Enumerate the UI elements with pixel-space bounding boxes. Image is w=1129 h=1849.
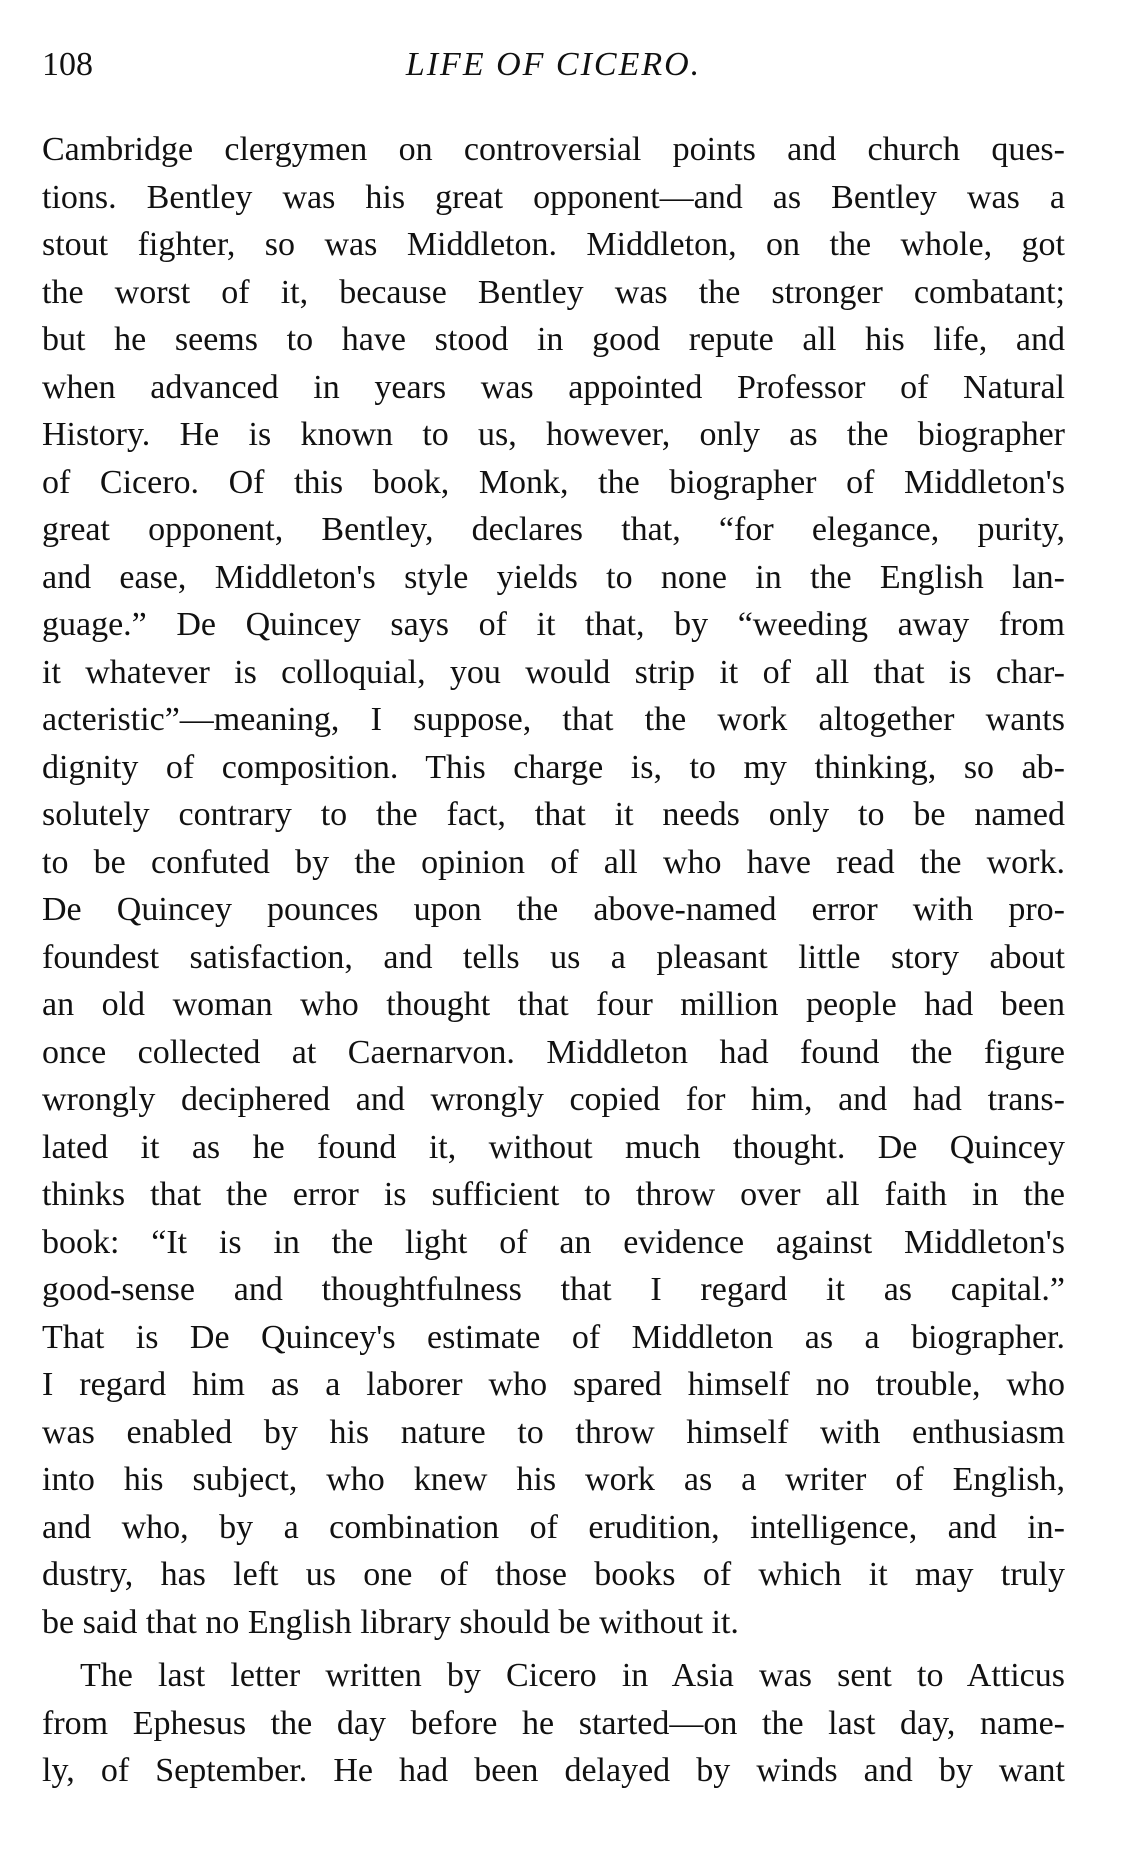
text-line: I regard him as a laborer who spared himself no trouble, who: [42, 1366, 1065, 1403]
text-line: once collected at Caernarvon. Middleton had found the figure: [42, 1033, 1065, 1071]
text-line: dignity of composition. This charge is, to my thinking, so ab-: [42, 748, 1065, 786]
text-line: The last letter written by Cicero in Asia was sent to Atticus: [80, 1657, 1065, 1694]
text-line: from Ephesus the day before he started—on the last day, name-: [42, 1704, 1065, 1742]
text-line: thinks that the error is sufficient to throw over all faith in the: [42, 1176, 1065, 1213]
text-line: and ease, Middleton's style yields to none in the English lan-: [42, 558, 1065, 596]
text-line: Cambridge clergymen on controversial points and church ques-: [42, 131, 1065, 168]
paragraph: [42, 126, 1065, 1646]
text-line: but he seems to have stood in good repute all his life, and: [42, 321, 1065, 358]
text-line: dustry, has left us one of those books of which it may truly: [42, 1556, 1065, 1593]
text-line: That is De Quincey's estimate of Middleton as a biographer.: [42, 1318, 1065, 1356]
text-line: book: “It is in the light of an evidence against Middleton's: [42, 1223, 1065, 1261]
paragraph: [42, 1652, 1065, 1795]
text-line: be said that no English library should be without it.: [42, 1603, 739, 1641]
text-line: of Cicero. Of this book, Monk, the biographer of Middleton's: [42, 463, 1065, 501]
running-head: [42, 40, 1065, 90]
text-line: good-sense and thoughtfulness that I regard it as capital.”: [42, 1271, 1065, 1308]
page-number: 108: [42, 46, 93, 83]
text-line: De Quincey pounces upon the above-named error with pro-: [42, 891, 1065, 928]
running-title: LIFE OF CICERO.: [405, 46, 702, 83]
text-line: foundest satisfaction, and tells us a pleasant little story about: [42, 938, 1065, 976]
text-line: to be confuted by the opinion of all who have read the work.: [42, 843, 1065, 881]
text-line: the worst of it, because Bentley was the stronger combatant;: [42, 273, 1065, 311]
text-line: wrongly deciphered and wrongly copied for him, and had trans-: [42, 1081, 1065, 1118]
text-line: History. He is known to us, however, only as the biographer: [42, 416, 1065, 453]
text-line: solutely contrary to the fact, that it needs only to be named: [42, 796, 1065, 833]
text-line: ly, of September. He had been delayed by winds and by want: [42, 1752, 1065, 1789]
text-line: acteristic”—meaning, I suppose, that the work altogether wants: [42, 701, 1065, 738]
text-line: it whatever is colloquial, you would strip it of all that is char-: [42, 653, 1065, 691]
body-text: [42, 126, 1065, 1795]
book-page: [42, 40, 1065, 1795]
text-line: and who, by a combination of erudition, intelligence, and in-: [42, 1508, 1065, 1546]
text-line: tions. Bentley was his great opponent—and as Bentley was a: [42, 178, 1065, 216]
text-line: was enabled by his nature to throw himself with enthusiasm: [42, 1413, 1065, 1451]
text-line: stout fighter, so was Middleton. Middleton, on the whole, got: [42, 226, 1065, 263]
text-line: into his subject, who knew his work as a writer of English,: [42, 1461, 1065, 1498]
text-line: when advanced in years was appointed Professor of Natural: [42, 368, 1065, 406]
text-line: great opponent, Bentley, declares that, “for elegance, purity,: [42, 511, 1065, 548]
text-line: guage.” De Quincey says of it that, by “weeding away from: [42, 606, 1065, 643]
text-line: an old woman who thought that four million people had been: [42, 986, 1065, 1023]
text-line: lated it as he found it, without much thought. De Quincey: [42, 1128, 1065, 1166]
